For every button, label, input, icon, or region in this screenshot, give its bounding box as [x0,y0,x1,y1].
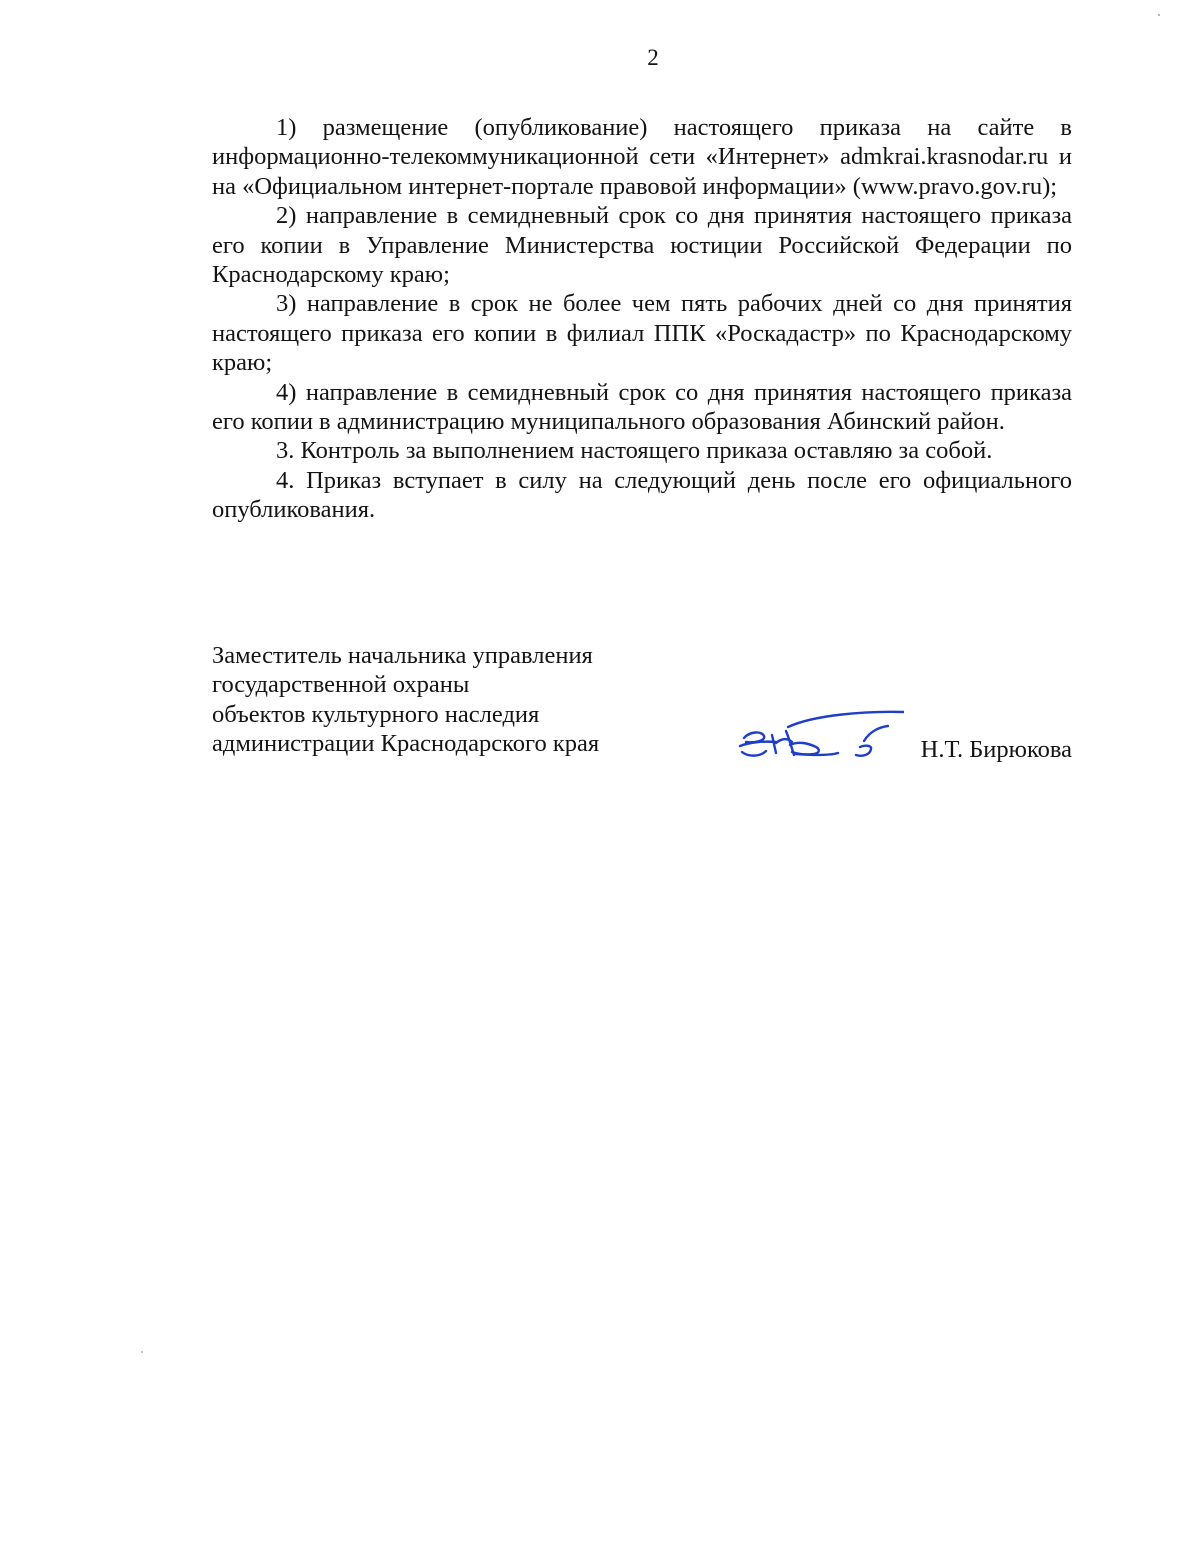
signature-block [212,641,1072,781]
signer-name: Н.Т. Бирюкова [920,736,1072,763]
paragraph-effective-date: 4. Приказ вступает в силу на следующий день после его официального опубликования. [212,466,1072,524]
signer-position-line: государственной охраны [212,671,470,699]
signer-position-line: Заместитель начальника управления [212,642,593,669]
signer-position-line: объектов культурного наследия [212,700,540,728]
paragraph-control: 3. Контроль за выполнением настоящего приказа оставляю за собой. [276,437,993,465]
page-number: 2 [647,45,659,70]
paragraph-municipal-administration: 4) направление в семидневный срок со дня принятия настоящего приказа его копии в администрацию муниципального образования Абинский район. [212,378,1072,436]
document-body [212,113,1072,525]
handwritten-signature [724,705,904,771]
scan-artifact [141,1351,143,1353]
paragraph-ministry-of-justice: 2) направление в семидневный срок со дня принятия настоящего приказа его копии в Управление Министерства юстиции Российской Федерации по Краснодарскому краю; [212,202,1072,289]
paragraph-publication: 1) размещение (опубликование) настоящего приказа на сайте в информационно-телекоммуникационной сети «Интернет» admkrai.krasnodar.ru и на «Официальном интернет-портале правовой информации» (www.pravo.gov.ru); [212,114,1072,200]
signer-position-line: администрации Краснодарского края [212,730,600,758]
paragraph-roskadastr: 3) направление в срок не более чем пять рабочих дней со дня принятия настоящего приказа его копии в филиал ППК «Роскадастр» по Краснодарскому краю; [212,290,1072,377]
scan-artifact [1158,14,1160,16]
